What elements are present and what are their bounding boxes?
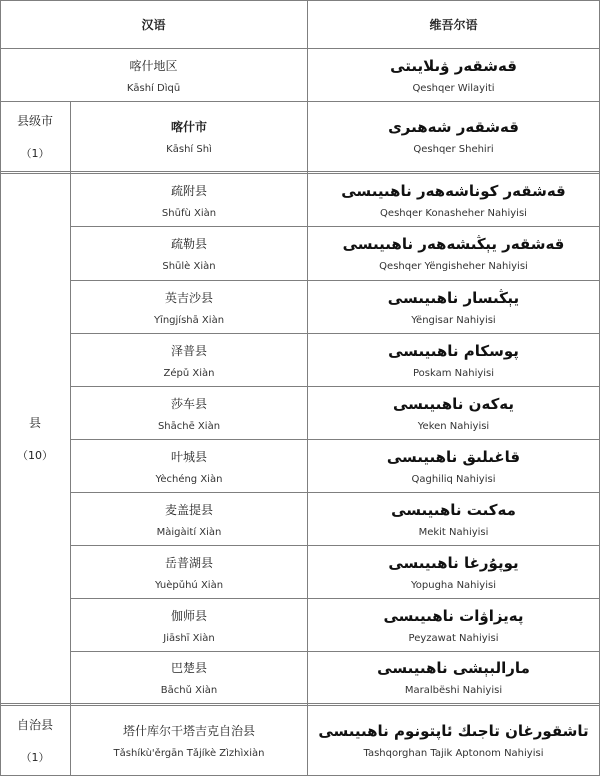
- prefecture-uyghur-latin: Qeshqer Wilayiti: [412, 82, 495, 94]
- table-row: [71, 440, 307, 492]
- table-row: [71, 334, 307, 386]
- place-chinese: 英吉沙县: [164, 290, 213, 305]
- place-chinese: 疏附县: [170, 183, 207, 198]
- place-uyghur-latin: Qeshqer Konasheher Nahiyisi: [380, 207, 527, 219]
- place-pinyin: Zépǔ Xiàn: [163, 367, 215, 379]
- place-pinyin: Jiāshī Xiàn: [163, 632, 215, 644]
- place-pinyin: Bāchǔ Xiàn: [160, 685, 218, 696]
- prefecture-chinese: 喀什地区: [129, 58, 178, 73]
- table-row-uyghur: [308, 706, 599, 775]
- place-uyghur-script: پوسكام ناھىيىسى: [388, 341, 519, 360]
- place-uyghur-latin: Qeshqer Yëngisheher Nahiyisi: [379, 261, 528, 272]
- table-row-uyghur: [308, 281, 599, 333]
- prefecture-chinese-cell: [0, 49, 307, 101]
- table-row-uyghur: [308, 546, 599, 598]
- place-uyghur-latin: Poskam Nahiyisi: [412, 367, 495, 379]
- place-pinyin: Yīngjíshā Xiàn: [153, 314, 225, 326]
- place-uyghur-latin: Qaghiliq Nahiyisi: [411, 473, 496, 485]
- table-row: [71, 599, 307, 651]
- place-pinyin: Kāshí Shì: [166, 144, 212, 155]
- place-chinese: 巴楚县: [170, 661, 207, 675]
- header-chinese-cell: [0, 1, 307, 48]
- place-pinyin: Shūlè Xiàn: [162, 261, 216, 272]
- place-uyghur-latin: Yëngisar Nahiyisi: [411, 314, 496, 326]
- place-chinese: 莎车县: [170, 396, 207, 411]
- table-row: [71, 493, 307, 545]
- place-uyghur-script: قەشقەر كوناشەھەر ناھىيىسى: [341, 181, 566, 200]
- table-row: [71, 174, 307, 226]
- table-row: [71, 546, 307, 598]
- table-row-uyghur: [308, 652, 599, 703]
- place-uyghur-latin: Mekit Nahiyisi: [418, 526, 489, 538]
- header-uyghur: 维吾尔语: [429, 18, 478, 32]
- place-uyghur-script: قەشقەر يېڭىشەھەر ناھىيىسى: [342, 235, 565, 253]
- category-autonomous-county: [0, 706, 70, 775]
- table-row-uyghur: [308, 387, 599, 439]
- header-chinese: 汉语: [141, 18, 166, 32]
- table-row: [71, 102, 307, 171]
- place-uyghur-latin: Tashqorghan Tajik Aptonom Nahiyisi: [363, 748, 544, 759]
- table-row: [71, 387, 307, 439]
- table-row: [71, 227, 307, 280]
- category-county: [0, 174, 70, 703]
- prefecture-uyghur-cell: [308, 49, 599, 101]
- table-row: [71, 281, 307, 333]
- prefecture-pinyin: Kāshí Dìqū: [126, 82, 181, 94]
- place-uyghur-latin: Peyzawat Nahiyisi: [408, 632, 499, 644]
- table-row-uyghur: [308, 440, 599, 492]
- place-uyghur-latin: Yopugha Nahiyisi: [411, 579, 496, 591]
- category-label: 自治县: [16, 718, 53, 732]
- place-uyghur-script: يەكەن ناھىيىسى: [392, 394, 515, 413]
- table-row-uyghur: [308, 174, 599, 226]
- table-row-uyghur: [308, 334, 599, 386]
- place-chinese: 塔什库尔干塔吉克自治县: [122, 724, 255, 738]
- place-chinese: 泽普县: [170, 343, 207, 358]
- table-row-uyghur: [308, 493, 599, 545]
- place-chinese: 疏勒县: [170, 237, 207, 251]
- place-chinese: 伽师县: [170, 608, 207, 623]
- place-uyghur-latin: Qeshqer Shehiri: [413, 144, 494, 155]
- place-uyghur-script: مارالبېشى ناھىيىسى: [377, 659, 530, 677]
- category-count: （1）: [20, 751, 50, 764]
- place-uyghur-script: يوپۇرغا ناھىيىسى: [388, 553, 519, 572]
- table-row: [71, 706, 307, 775]
- place-pinyin: Shūfù Xiàn: [161, 207, 217, 219]
- table-row-uyghur: [308, 102, 599, 171]
- table-row-uyghur: [308, 227, 599, 280]
- category-count: （1）: [20, 147, 50, 160]
- header-uyghur-cell: [308, 1, 599, 48]
- place-uyghur-script: قاغىلىق ناھىيىسى: [386, 447, 521, 466]
- place-pinyin: Yuèpǔhú Xiàn: [154, 579, 224, 591]
- category-label: 县: [28, 416, 41, 430]
- place-uyghur-latin: Maralbëshi Nahiyisi: [404, 685, 503, 696]
- table-row: [71, 652, 307, 703]
- place-pinyin: Tǎshíkù'ěrgān Tǎjíkè Zìzhìxiàn: [113, 748, 265, 759]
- place-chinese: 岳普湖县: [164, 555, 213, 570]
- place-uyghur-script: قەشقەر شەھىرى: [388, 118, 519, 136]
- place-pinyin: Yèchéng Xiàn: [155, 473, 223, 485]
- category-label: 县级市: [16, 114, 53, 128]
- place-pinyin: Shāchē Xiàn: [157, 420, 221, 432]
- place-pinyin: Màigàití Xiàn: [156, 526, 222, 538]
- table-row-uyghur: [308, 599, 599, 651]
- place-chinese: 叶城县: [170, 449, 207, 464]
- place-chinese: 麦盖提县: [164, 502, 213, 517]
- category-count: （10）: [17, 449, 53, 462]
- prefecture-uyghur-script: قەشقەر ۋىلايىتى: [390, 56, 517, 75]
- place-uyghur-script: تاشقورغان تاجىك ئاپتونوم ناھىيىسى: [318, 722, 589, 740]
- place-uyghur-script: مەكىت ناھىيىسى: [391, 500, 516, 519]
- place-uyghur-latin: Yeken Nahiyisi: [417, 420, 490, 432]
- place-chinese: 喀什市: [170, 120, 207, 134]
- place-uyghur-script: يېڭىسار ناھىيىسى: [387, 288, 520, 307]
- place-uyghur-script: پەيزاۋات ناھىيىسى: [383, 606, 524, 625]
- category-county-level-city: [0, 102, 70, 171]
